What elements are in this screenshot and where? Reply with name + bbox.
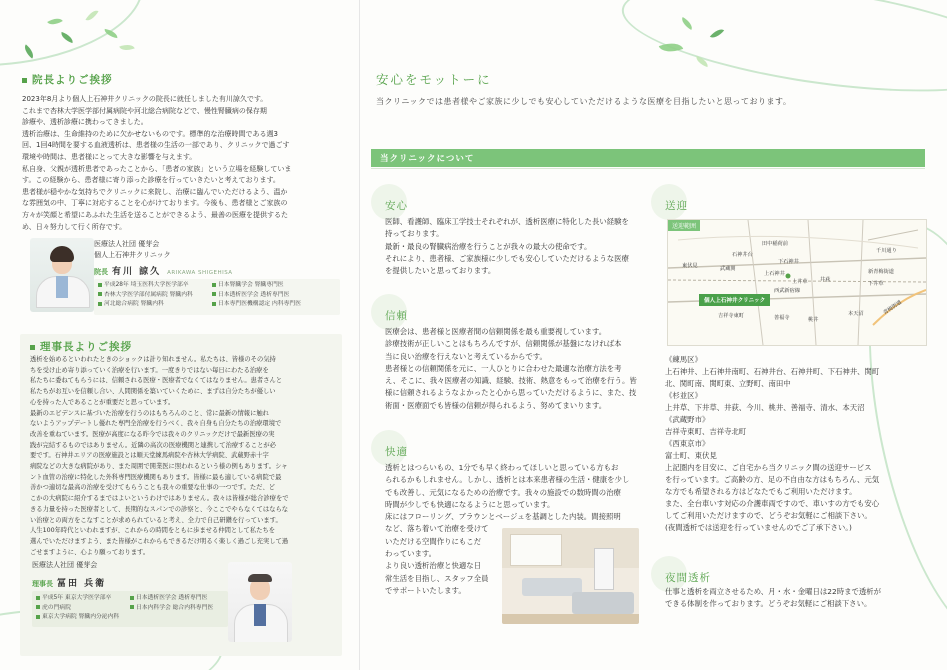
kaiteki-body: 透析とはつらいもの、1分でも早く終わってほしいと思っている方もお られるかもしれません。しかし、透析とは本来患者様の生活・健康を少し でも改善し、元気になるための治療です。我々の施設での数時間の治療 時間が少しでも快適になるようにと思っています。 床にはフローリング、ブラウンとベージュを基調とした内装。間接照明 など、落ち着いて治療を受けて いただける空間作りにもこだ わっています。 より良い透析治療と快適な日 常生活を目指し、スタッフ全員 でサポートいたします。	[385, 463, 630, 595]
anshin-title: 安心	[385, 200, 408, 212]
treatment-room-photo	[502, 528, 639, 624]
page-subline: 当クリニックでは患者様やご家族に少しでも安心していただけるような医療を目指したいと思っております。	[376, 97, 792, 106]
yakan-title: 夜間透析	[665, 572, 711, 584]
chairman-org: 医療法人社団 優芽会	[32, 561, 98, 569]
square-bullet-icon	[22, 78, 27, 83]
page-fold	[359, 0, 360, 670]
chairman-body: 透析を始めるといわれたときのショックは計り知れません。私たちは、皆様のその気持 ちを受け止め寄り添っていく治療を行います。一度きりではない毎日にわたる治療を 私たちに委ねてもらうには、信頼される医療・医療者でなくてはなりません。患者さんと 私たちがお互いを信頼し合い、人間関係を築いていくために、まずは自分たちが優しい 心を持った人であることが重要だと思っています。 最新のエビデンスに基づいた治療を行うのはもちろんのこと、常に最新の情報に触れ ないようアップデートし優れた専門全治療を行うべく、我々自身も自分たちの治療環境で 改善を重ねています。医療が高度になる昨今では我々のクリニックだけで最新医療の実 践が完結するものではありません。近隣の高次の医療機関と連携して治療することが必 要です。石神井エリアの医療施設とは順天堂練馬病院や杏林大学病院、武蔵野赤十字 病院などの大きな病院があり、また周囲で開業医に照われるという様の例もあります。シャ ント血管の治療に特化した外科専門医療機関もあります。皆様に最も適している病院で最 善かつ適切な最高の治療を受けてもらうことも我々の重要な仕事の一つです。ただ、ど こかの大病院に紹介するまではよいというわけではありません。我々は皆様が総合診療をで きる力量を持った医療者として、長期的なスパンでの診察と、今ここでやらなくてはならな い治療との両方をこなすことが求められていると考え、全力で自己研鑽を行っています。 人生100年時代といわれますが、これからの時間をともに歩ませる仲間として私たちを 選んでいただけますよう、また皆様がこれからもできるだけ明るく楽しく過ごし充実して過 ごせますように、心より願っております。	[30, 356, 289, 556]
chairman-name-line: 理事長 冨田 兵衛	[32, 579, 107, 589]
greeting-body: 2023年8月より個人上石神井クリニックの院長に就任しました有川諒久です。 これまで杏林大学医学部付属病院や河北総合病院などで、慢性腎臓病の保存期 診療や、透析診療に携わってきました。 透析治療は、生命維持のために欠かせないものです。標準的な治療時間である週3 回、1回4時間を要する血液透析は、患者様の生活の一部であり、クリニックで過ごす 環境や時間は、患者様にとって大きな影響を与えます。 私自身、父親が透析患者であったことから、「患者の家族」という立場を経験していま す。この経験から、患者様に寄り添った診療を行っていきたいと考えております。 患者様が穏やかな気持ちでクリニックに来院し、治療に臨んでいただけるよう、温か な雰囲気の中、丁寧に対応することを心がけております。今後も、患者様とご家族の 方々が笑顔と希望にあふれた生活を送ることができるよう、最善の医療を提供するた め、日々努力して行く所存です。	[22, 95, 292, 231]
chairman-title: 理事長よりご挨拶	[30, 339, 132, 354]
section-bar-underline	[371, 168, 925, 169]
page-headline: 安心をモットーに	[376, 72, 492, 87]
chairman-photo	[228, 562, 292, 642]
service-area-map: 送迎範囲 田中稲荷前 石神井台 千川通り 東伏見 武蔵関 下石神井 上石神井 上井草 新青梅街道 井荻 下井草 西武新宿線 吉祥寺東町 善福寺 桃井 本天沼 青梅街道 個人上石神井クリニック	[667, 219, 927, 346]
square-bullet-icon	[30, 345, 35, 350]
decorative-swoosh-top-left	[0, 0, 151, 82]
kaiteki-title: 快適	[385, 446, 408, 458]
director-credentials-col2: 日本腎臓学会 腎臓専門医 日本透析医学会 透析専門医 日本専門医機構認定 内科専門医	[212, 281, 301, 310]
chairman-credentials-col1: 平成5年 東京大学医学部卒 虎の門病院 東京大学病院 腎臓内分泌内科	[36, 594, 119, 623]
map-tag: 送迎範囲	[668, 220, 700, 231]
director-photo	[30, 238, 94, 312]
anshin-body: 医師、看護師、臨床工学技士それぞれが、透析医療に特化した長い経験を 持っております。 最新・最良の腎臓病治療を行うことが我々の最大の使命です。 それにより、患者様、ご家族様に少しでも安心していただけるような医療 を提供したいと思っております。	[385, 217, 629, 276]
chairman-credentials-col2: 日本透析医学会 透析専門医 日本内科学会 総合内科専門医	[130, 594, 213, 613]
director-credentials-col1: 平成28年 埼玉医科大学医学部卒 杏林大学医学部付属病院 腎臓内科 河北総合病院 腎臓内科	[98, 281, 193, 310]
director-name-line: 院長 有川 諒久 ARIKAWA SHIGEHISA	[94, 267, 233, 277]
sougei-area-text: 《練馬区》 上石神井、上石神井南町、石神井台、石神井町、下石神井、関町 北、関町南、関町東、立野町、南田中 《杉並区》 上井草、下井草、井荻、今川、桃井、善福寺、清水、本天沼 《武蔵野市》 吉祥寺東町、吉祥寺北町 《西東京市》 富士町、東伏見 上記圏内を目安に、ご自宅から当クリニック間の送迎サービス を行っています。ご高齢の方、足の不自由な方はもちろん、元気 な方でも希望される方はどなたでもご利用いただけます。 また、全台車いす対応の介護車両ですので、車いすの方でも安心 してご利用いただけますので、どうぞお気軽にご相談下さい。 (夜間透析では送迎を行っていませんのでご了承下さい。)	[665, 355, 880, 532]
sougei-title: 送迎	[665, 200, 688, 212]
shinrai-title: 信頼	[385, 310, 408, 322]
decorative-swoosh-top-right	[615, 0, 947, 112]
section-bar: 当クリニックについて	[371, 149, 925, 167]
greeting-title: 院長よりご挨拶	[22, 72, 113, 87]
shinrai-body: 医療会は、患者様と医療者間の信頼関係を最も重要視しています。 診療技術が正しいことはもちろんですが、信頼関係が基盤になければ本 当に良い治療を行えないと考えているからです。 患者様との信頼関係を元に、一人ひとりに合わせた最適な治療方法を考 え、そこに、我々医療者の知識、経験、技術、熱意をもって治療を行う。皆 様に信頼されるようなよかったと心から思っていただけるように、また、技 術面・医療面でも皆様の信頼が得られるよう、努めてまいります。	[385, 327, 637, 410]
clinic-marker: 個人上石神井クリニック	[699, 294, 770, 306]
leaf-icon	[103, 29, 118, 38]
leaf-icon	[119, 42, 135, 53]
yakan-body: 仕事と透析を両立させるため、月・水・金曜日は22時まで透析が できる体制を作っております。どうぞお気軽にご相談下さい。	[665, 587, 882, 609]
director-org: 医療法人社団 優芽会 個人上石神井クリニック	[94, 240, 171, 259]
